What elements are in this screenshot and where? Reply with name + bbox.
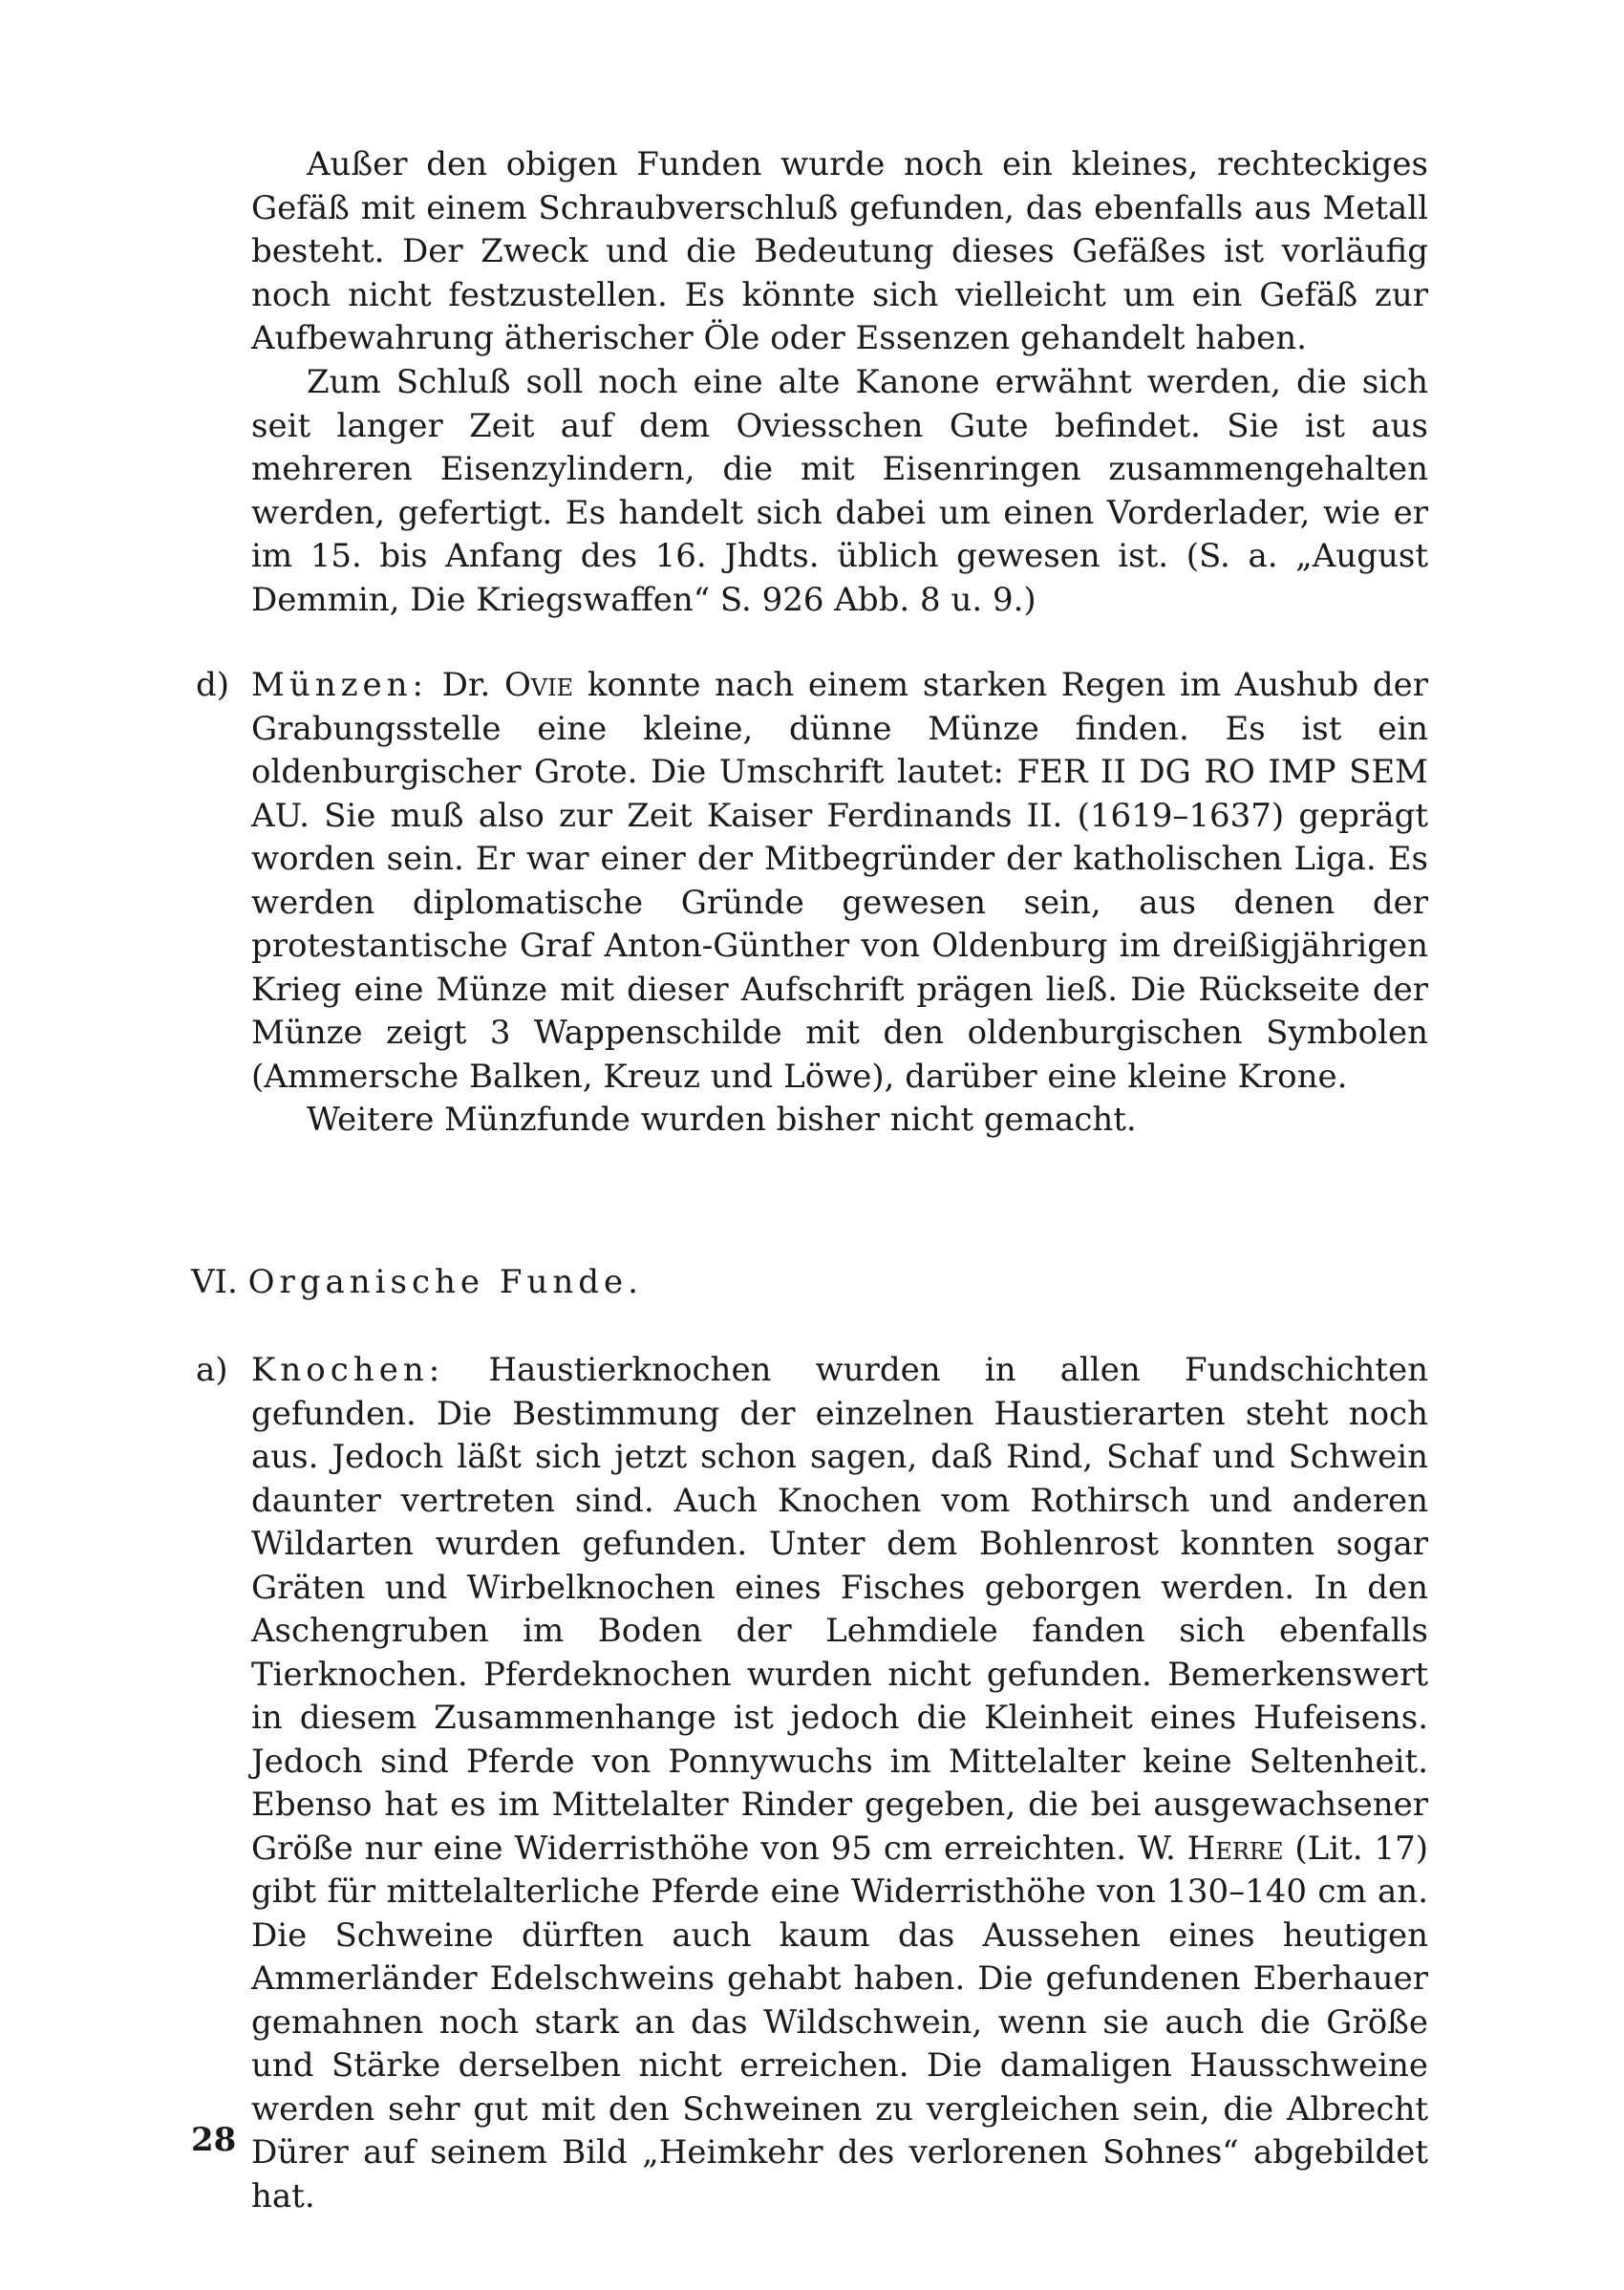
section-heading-vi [191, 1261, 643, 1305]
paragraph-vessel: Außer den obigen Funden wurde noch ein kleines, rechteckiges Gefäß mit einem Schraubverschluß gefunden, das ebenfalls aus Metall besteht. Der Zweck und die Bedeutung dieses Gefäßes ist vorläufig noch nicht festzustellen. Es könnte sich vielleicht um ein Gefäß zur Aufbewahrung ätherischer Öle oder Essenzen gehandelt haben. [251, 145, 1428, 357]
section-d-label: d) [196, 666, 230, 704]
page-number: 28 [191, 2121, 237, 2159]
section-a-label: a) [196, 1351, 228, 1389]
author-herre: Herre [1186, 1829, 1284, 1868]
author-ovie: Ovie [503, 666, 574, 704]
paragraph-cannon: Zum Schluß soll noch eine alte Kanone erwähnt werden, die sich seit langer Zeit auf dem Oviesschen Gute befindet. Sie ist aus mehreren Eisenzylindern, die mit Eisenringen zusammengehalten werden, gefertigt. Es handelt sich dabei um einen Vorderlader, wie er im 15. bis Anfang des 16. Jhdts. üblich gewesen ist. (S. a. „August Demmin, Die Kriegswaffen“ S. 926 Abb. 8 u. 9.) [251, 363, 1428, 619]
text-a-2: (Lit. 17) gibt für mittelalterliche Pferde eine Widerristhöhe von 130–140 cm an. Die Schweine dürften auch kaum das Aussehen eines heutigen Ammerländer Edelschweins gehabt haben. Die gefundenen Eberhauer gemahnen noch stark an das Wildschwein, wenn sie auch die Größe und Stärke derselben nicht erreichen. Die damaligen Hausschweine werden sehr gut mit den Schweinen zu vergleichen sein, die Albrecht Dürer auf seinem Bild „Heimkehr des verlorenen Sohnes“ abgebildet hat. [251, 1829, 1428, 2215]
term-knochen: Knochen: [251, 1351, 445, 1389]
paragraph-coin-finds-closing: Weitere Münzfunde wurden bisher nicht gemacht. [307, 1101, 1137, 1139]
text-a-1: Haustierknochen wurden in allen Fundschichten gefunden. Die Bestimmung der einzelnen Haustierarten steht noch aus. Jedoch läßt sich jetzt schon sagen, daß Rind, Schaf und Schwein daunter vertreten sind. Auch Knochen vom Rothirsch und anderen Wildarten wurden gefunden. Unter dem Bohlenrost konnten sogar Gräten und Wirbelknochen eines Fisches geborgen werden. In den Aschengruben im Boden der Lehmdiele fanden sich ebenfalls Tierknochen. Pferdeknochen wurden nicht gefunden. Bemerkenswert in diesem Zusammenhange ist jedoch die Kleinheit eines Hufeisens. Jedoch sind Pferde von Ponnywuchs im Mittelalter keine Seltenheit. Ebenso hat es im Mittelalter Rinder gegeben, die bei ausgewachsener Größe nur eine Widerristhöhe von 95 cm erreichten. W. [251, 1351, 1428, 1868]
section-a-bones [251, 1349, 1428, 2218]
term-muenzen: Münzen: [251, 666, 428, 704]
text-d-pre: Dr. [441, 666, 504, 704]
section-title: Organische Funde. [247, 1263, 643, 1301]
section-d-coins [251, 664, 1428, 1099]
text-d-post: konnte nach einem starken Regen im Aushub der Grabungsstelle eine kleine, dünne Münze finden. Es ist ein oldenburgischer Grote. Die Umschrift lautet: FER II DG RO IMP SEM AU. Sie muß also zur Zeit Kaiser Ferdinands II. (1619–1637) geprägt worden sein. Er war einer der Mitbegründer der katholischen Liga. Es werden diplomatische Gründe gewesen sein, aus denen der protestantische Graf Anton-Günther von Oldenburg im dreißigjährigen Krieg eine Münze mit dieser Aufschrift prägen ließ. Die Rückseite der Münze zeigt 3 Wappenschilde mit den oldenburgischen Symbolen (Ammersche Balken, Kreuz und Löwe), darüber eine kleine Krone. [251, 666, 1428, 1096]
section-numeral: VI. [191, 1263, 238, 1301]
